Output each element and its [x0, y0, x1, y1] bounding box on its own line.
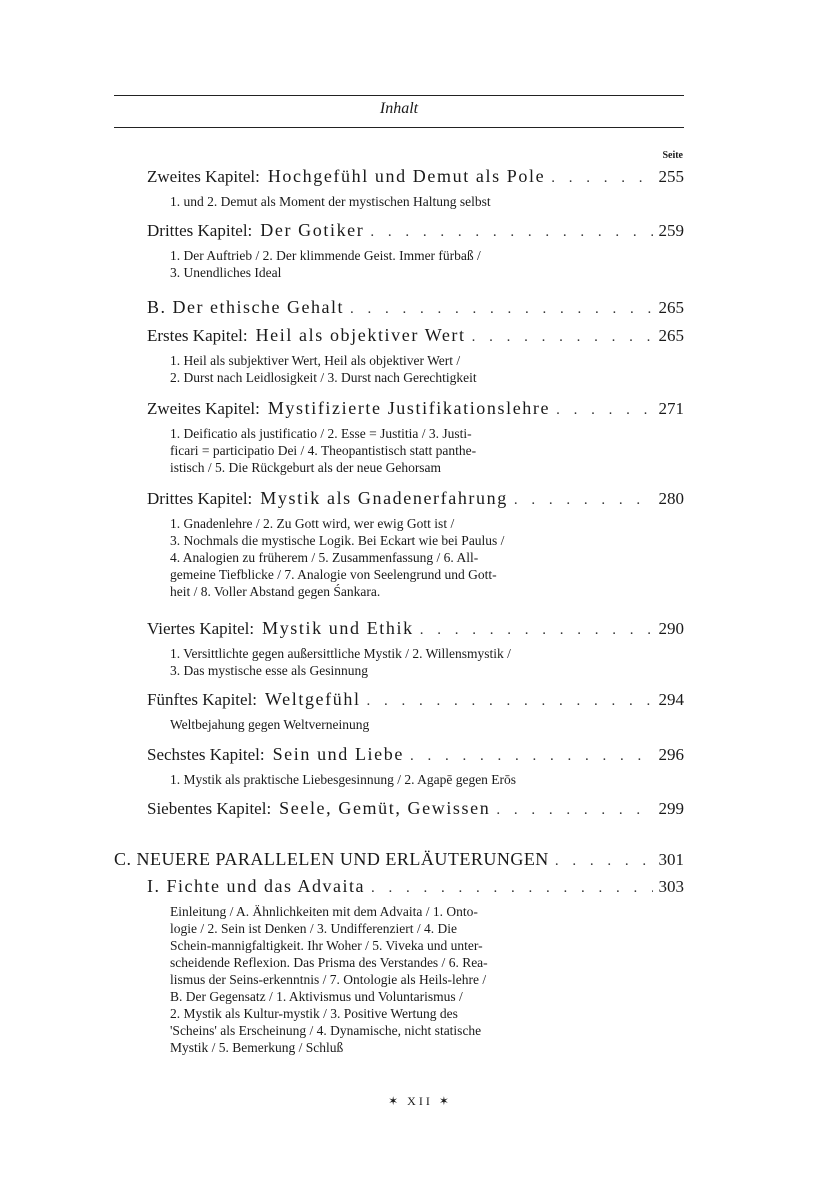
- toc-entry: [147, 618, 684, 639]
- subentry-line: 1. Der Auftrieb / 2. Der klimmende Geist. Immer fürbaß /: [170, 248, 481, 263]
- subentry-line: Weltbejahung gegen Weltverneinung: [170, 717, 370, 732]
- subentry-line: 1. Versittlichte gegen außersittliche Mystik / 2. Willensmystik /: [170, 646, 511, 661]
- chapter-title: I. Fichte und das Advaita: [147, 876, 365, 896]
- toc-entry: [147, 220, 684, 241]
- chapter-title: Hochgefühl und Demut als Pole: [267, 166, 546, 186]
- chapter-title: Mystik als Gnadenerfahrung: [260, 488, 508, 508]
- toc-subentries: [170, 515, 648, 600]
- subentry-line: gemeine Tiefblicke / 7. Analogie von Seelengrund und Gott-: [170, 567, 497, 582]
- toc-entry: [147, 744, 684, 765]
- leader-dots: [555, 853, 653, 870]
- toc-entry: [147, 689, 684, 710]
- chapter-label: Drittes Kapitel:: [147, 489, 253, 508]
- toc-entry: [147, 798, 684, 819]
- toc-subentries: [170, 645, 648, 679]
- page-number: 301: [658, 850, 684, 869]
- page-number: 294: [658, 690, 684, 709]
- page-number: 280: [658, 489, 684, 508]
- leader-dots: [367, 693, 653, 710]
- leader-dots: [350, 301, 653, 318]
- chapter-label: Zweites Kapitel:: [147, 167, 260, 186]
- leader-dots: [472, 329, 653, 346]
- toc-subentries: [170, 193, 648, 210]
- subentry-line: 1. und 2. Demut als Moment der mystischen Haltung selbst: [170, 194, 491, 209]
- chapter-label: Zweites Kapitel:: [147, 399, 260, 418]
- subentry-line: logie / 2. Sein ist Denken / 3. Undifferenziert / 4. Die: [170, 921, 457, 936]
- subentry-line: scheidende Reflexion. Das Prisma des Verstandes / 6. Rea-: [170, 955, 488, 970]
- page-column-label: Seite: [662, 150, 683, 161]
- header-rule-bottom: [114, 127, 684, 128]
- chapter-label: Siebentes Kapitel:: [147, 799, 272, 818]
- leader-dots: [410, 748, 653, 765]
- toc-section: [114, 849, 684, 870]
- toc-subentries: [170, 352, 648, 386]
- chapter-title: Seele, Gemüt, Gewissen: [279, 798, 491, 818]
- chapter-label: Viertes Kapitel:: [147, 619, 255, 638]
- subentry-line: 2. Mystik als Kultur-mystik / 3. Positive Wertung des: [170, 1006, 458, 1021]
- page-number: 259: [658, 221, 684, 240]
- page-number: 299: [658, 799, 684, 818]
- toc-subentries: [170, 771, 648, 788]
- subentry-line: 'Scheins' als Erscheinung / 4. Dynamische, nicht statische: [170, 1023, 482, 1038]
- leader-dots: [371, 880, 653, 897]
- toc-entry: [147, 876, 684, 897]
- subentry-line: 4. Analogien zu früherem / 5. Zusammenfassung / 6. All-: [170, 550, 479, 565]
- subentry-line: lismus der Seins-erkenntnis / 7. Ontologie als Heils-lehre /: [170, 972, 487, 987]
- page-number: 290: [658, 619, 684, 638]
- subentry-line: Schein-mannigfaltigkeit. Ihr Woher / 5. Viveka und unter-: [170, 938, 483, 953]
- toc-subentries: [170, 716, 648, 733]
- page-number: 296: [658, 745, 684, 764]
- toc-subentries: [170, 247, 648, 281]
- toc-entry: [147, 166, 684, 187]
- chapter-label: Sechstes Kapitel:: [147, 745, 265, 764]
- subentry-line: 3. Unendliches Ideal: [170, 265, 282, 280]
- page-header-title: Inhalt: [379, 100, 419, 117]
- toc-entry: [147, 488, 684, 509]
- subentry-line: 3. Das mystische esse als Gesinnung: [170, 663, 368, 678]
- subentry-line: istisch / 5. Die Rückgeburt als der neue Gehorsam: [170, 460, 442, 475]
- page-number: 265: [658, 326, 684, 345]
- section-title: C. NEUERE PARALLELEN UND ERLÄUTERUNGEN: [114, 849, 549, 869]
- chapter-title: Mystifizierte Justifikationslehre: [267, 398, 551, 418]
- subentry-line: 1. Heil als subjektiver Wert, Heil als objektiver Wert /: [170, 353, 461, 368]
- chapter-title: Der Gotiker: [260, 220, 365, 240]
- subentry-line: heit / 8. Voller Abstand gegen Śankara.: [170, 584, 381, 599]
- toc-subentries: [170, 903, 648, 1056]
- subentry-line: 1. Mystik als praktische Liebesgesinnung / 2. Agapē gegen Erōs: [170, 772, 517, 787]
- subentry-line: 1. Deificatio als justificatio / 2. Esse = Justitia / 3. Justi-: [170, 426, 472, 441]
- subentry-line: Einleitung / A. Ähnlichkeiten mit dem Advaita / 1. Onto-: [170, 904, 478, 919]
- page-number-footer: ✶ XII ✶: [388, 1094, 452, 1108]
- subentry-line: ficari = participatio Dei / 4. Theopantistisch statt panthe-: [170, 443, 477, 458]
- leader-dots: [370, 224, 652, 241]
- subentry-line: 2. Durst nach Leidlosigkeit / 3. Durst nach Gerechtigkeit: [170, 370, 477, 385]
- toc-subentries: [170, 425, 648, 476]
- subentry-line: 3. Nochmals die mystische Logik. Bei Eckart wie bei Paulus /: [170, 533, 505, 548]
- chapter-label: Erstes Kapitel:: [147, 326, 248, 345]
- toc-section: [147, 297, 684, 318]
- chapter-label: Drittes Kapitel:: [147, 221, 253, 240]
- leader-dots: [496, 802, 652, 819]
- leader-dots: [514, 492, 653, 509]
- header-rule-top: [114, 95, 684, 96]
- leader-dots: [556, 402, 652, 419]
- subentry-line: 1. Gnadenlehre / 2. Zu Gott wird, wer ewig Gott ist /: [170, 516, 455, 531]
- leader-dots: [551, 170, 652, 187]
- page-number: 303: [658, 877, 684, 896]
- page-number: 265: [658, 298, 684, 317]
- leader-dots: [420, 622, 653, 639]
- subentry-line: B. Der Gegensatz / 1. Aktivismus und Voluntarismus /: [170, 989, 463, 1004]
- page-number: 271: [658, 399, 684, 418]
- chapter-title: Weltgefühl: [265, 689, 361, 709]
- toc-entry: [147, 398, 684, 419]
- section-title: B. Der ethische Gehalt: [147, 297, 344, 317]
- chapter-title: Heil als objektiver Wert: [255, 325, 466, 345]
- chapter-title: Sein und Liebe: [272, 744, 404, 764]
- toc-entry: [147, 325, 684, 346]
- chapter-label: Fünftes Kapitel:: [147, 690, 258, 709]
- subentry-line: Mystik / 5. Bemerkung / Schluß: [170, 1040, 344, 1055]
- chapter-title: Mystik und Ethik: [262, 618, 414, 638]
- page-number: 255: [658, 167, 684, 186]
